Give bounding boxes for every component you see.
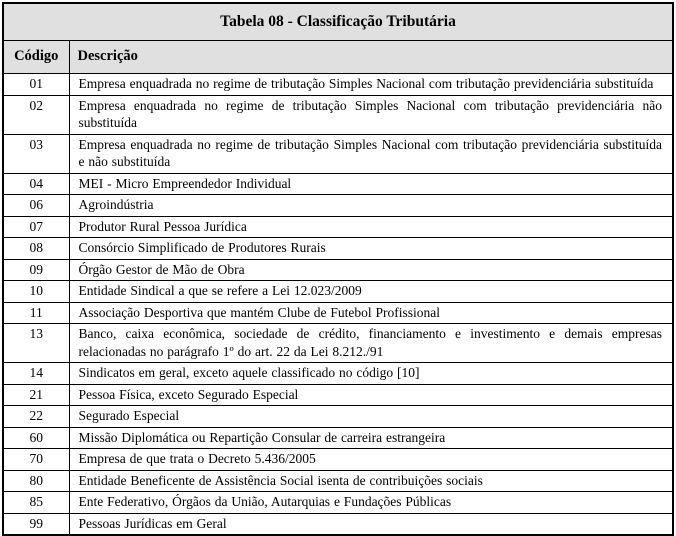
table-row bbox=[3, 173, 673, 195]
table-row bbox=[3, 406, 673, 428]
classificacao-tributaria-table bbox=[2, 2, 674, 536]
description-cell: Órgão Gestor de Mão de Obra bbox=[69, 259, 673, 281]
code-cell: 07 bbox=[3, 216, 69, 238]
description-cell: Empresa enquadrada no regime de tributação Simples Nacional com tributação previdenciária não substituída bbox=[69, 95, 673, 134]
description-cell: Missão Diplomática ou Repartição Consular de carreira estrangeira bbox=[69, 427, 673, 449]
table-row bbox=[3, 302, 673, 324]
table-row bbox=[3, 427, 673, 449]
description-cell: Empresa enquadrada no regime de tributação Simples Nacional com tributação previdenciária substituída e não substituída bbox=[69, 134, 673, 173]
table-row bbox=[3, 259, 673, 281]
table-row bbox=[3, 449, 673, 471]
code-cell: 11 bbox=[3, 302, 69, 324]
table-body bbox=[3, 74, 673, 536]
code-cell: 99 bbox=[3, 513, 69, 535]
table-row bbox=[3, 195, 673, 217]
code-cell: 85 bbox=[3, 492, 69, 514]
table-head bbox=[3, 3, 673, 74]
table-row bbox=[3, 134, 673, 173]
title-row bbox=[3, 3, 673, 41]
table-row bbox=[3, 74, 673, 96]
code-cell: 01 bbox=[3, 74, 69, 96]
code-cell: 06 bbox=[3, 195, 69, 217]
code-cell: 70 bbox=[3, 449, 69, 471]
table-row bbox=[3, 324, 673, 363]
description-cell: Entidade Beneficente de Assistência Social isenta de contribuições sociais bbox=[69, 470, 673, 492]
code-cell: 04 bbox=[3, 173, 69, 195]
table-row bbox=[3, 470, 673, 492]
code-cell: 80 bbox=[3, 470, 69, 492]
description-cell: Consórcio Simplificado de Produtores Rurais bbox=[69, 238, 673, 260]
code-cell: 14 bbox=[3, 363, 69, 385]
description-cell: Empresa enquadrada no regime de tributação Simples Nacional com tributação previdenciária substituída bbox=[69, 74, 673, 96]
description-cell: Segurado Especial bbox=[69, 406, 673, 428]
code-cell: 22 bbox=[3, 406, 69, 428]
table-row bbox=[3, 281, 673, 303]
description-cell: Ente Federativo, Órgãos da União, Autarquias e Fundações Públicas bbox=[69, 492, 673, 514]
table-row bbox=[3, 95, 673, 134]
table-row bbox=[3, 384, 673, 406]
code-cell: 08 bbox=[3, 238, 69, 260]
table-row bbox=[3, 513, 673, 535]
description-cell: Pessoa Física, exceto Segurado Especial bbox=[69, 384, 673, 406]
table-title: Tabela 08 - Classificação Tributária bbox=[3, 3, 673, 41]
description-cell: Empresa de que trata o Decreto 5.436/2005 bbox=[69, 449, 673, 471]
code-cell: 10 bbox=[3, 281, 69, 303]
code-cell: 09 bbox=[3, 259, 69, 281]
code-cell: 02 bbox=[3, 95, 69, 134]
column-header-row bbox=[3, 41, 673, 74]
description-cell: MEI - Micro Empreendedor Individual bbox=[69, 173, 673, 195]
description-cell: Associação Desportiva que mantém Clube de Futebol Profissional bbox=[69, 302, 673, 324]
code-cell: 03 bbox=[3, 134, 69, 173]
code-cell: 21 bbox=[3, 384, 69, 406]
table-row bbox=[3, 363, 673, 385]
column-header-descricao: Descrição bbox=[69, 41, 673, 74]
table-row bbox=[3, 492, 673, 514]
description-cell: Banco, caixa econômica, sociedade de crédito, financiamento e investimento e demais empresas relacionadas no parágrafo 1º do art. 22 da Lei 8.212./91 bbox=[69, 324, 673, 363]
table-row bbox=[3, 238, 673, 260]
description-cell: Entidade Sindical a que se refere a Lei 12.023/2009 bbox=[69, 281, 673, 303]
code-cell: 60 bbox=[3, 427, 69, 449]
description-cell: Sindicatos em geral, exceto aquele classificado no código [10] bbox=[69, 363, 673, 385]
description-cell: Agroindústria bbox=[69, 195, 673, 217]
code-cell: 13 bbox=[3, 324, 69, 363]
description-cell: Pessoas Jurídicas em Geral bbox=[69, 513, 673, 535]
column-header-codigo: Código bbox=[3, 41, 69, 74]
description-cell: Produtor Rural Pessoa Jurídica bbox=[69, 216, 673, 238]
table-row bbox=[3, 216, 673, 238]
